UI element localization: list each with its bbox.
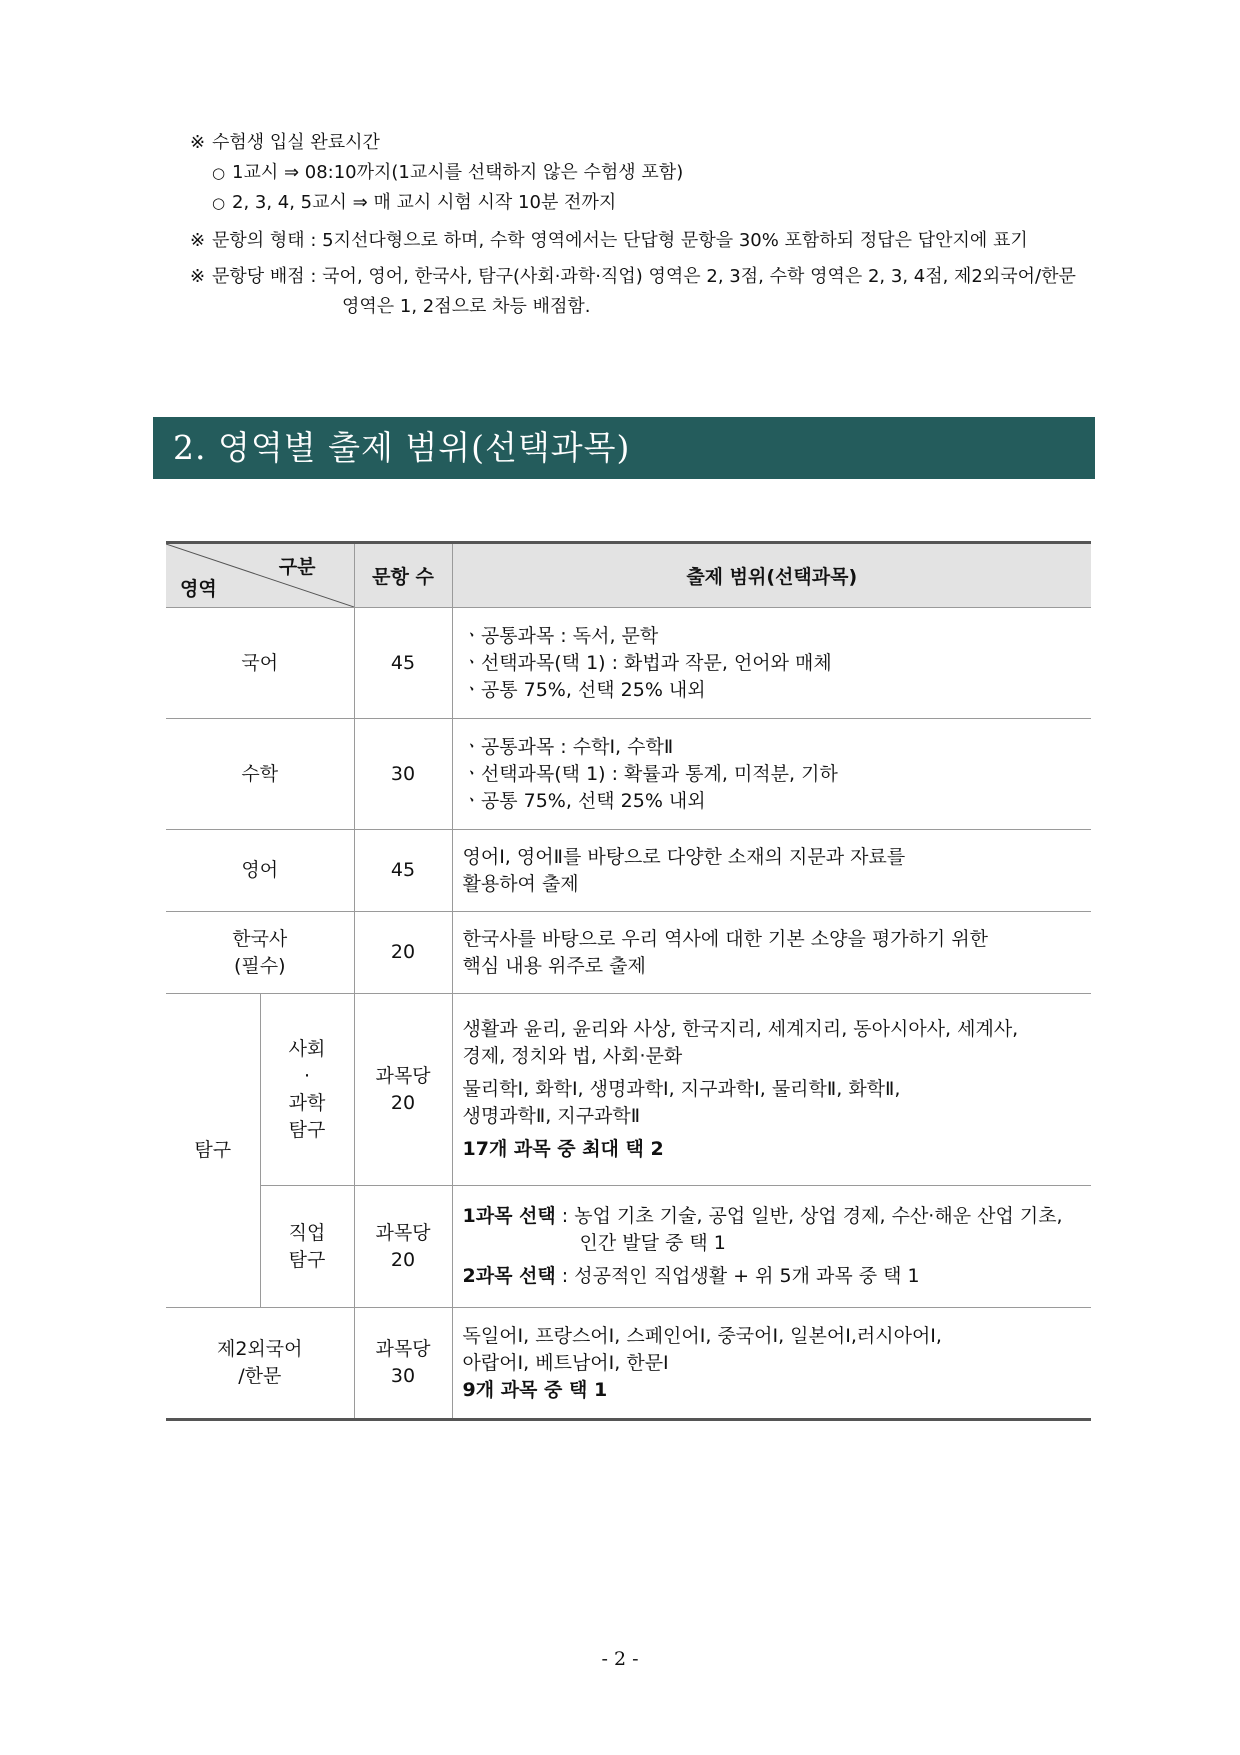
area-foreign: 제2외국어 /한문 (166, 1308, 354, 1420)
header-gubun: 구분 (278, 556, 316, 578)
page-number: - 2 - (601, 1648, 639, 1670)
area-history: 한국사 (필수) (166, 912, 354, 994)
table-row (166, 912, 1091, 994)
reference-mark: ※ (190, 132, 206, 153)
question-format-note: ※ 문항의 형태 : 5지선다형으로 하며, 수학 영역에서는 단답형 문항을 30% 포함하되 정답은 답안지에 표기 (190, 226, 1090, 256)
area-inquiry: 탐구 (166, 994, 260, 1308)
foreign-max: 9개 과목 중 택 1 (462, 1378, 608, 1401)
area-english: 영어 (166, 830, 354, 912)
exam-scope-table (166, 541, 1091, 1421)
scope-vocational: 1과목 선택 : 농업 기초 기술, 공업 일반, 상업 경제, 수산·해운 산업 기초, 인간 발달 중 택 1 2과목 선택 : 성공적인 직업생활 + 위 5개 과목 중 택 1 (452, 1186, 1091, 1308)
table-row (166, 1186, 1091, 1308)
table-row (166, 1308, 1091, 1420)
label-social-science: 사회 · 과학 탐구 (260, 994, 354, 1186)
one-subject-label: 1과목 선택 (462, 1205, 556, 1227)
header-question-count: 문항 수 (354, 543, 452, 608)
entry-time-note (190, 128, 1090, 158)
score-note: ※ 문항당 배점 : 국어, 영어, 한국사, 탐구(사회·과학·직업) 영역은 2, 3점, 수학 영역은 2, 3, 4점, 제2외국어/한문 영역은 1, 2점으로 차등 배점함. (190, 262, 1090, 322)
scope-math: ㆍ공통과목 : 수학Ⅰ, 수학Ⅱ ㆍ선택과목(택 1) : 확률과 통계, 미적분, 기하 ㆍ공통 75%, 선택 25% 내외 (452, 719, 1091, 830)
two-subject-label: 2과목 선택 (462, 1265, 556, 1287)
reference-mark: ※ (190, 230, 206, 251)
header-scope: 출제 범위(선택과목) (452, 543, 1091, 608)
table-row (166, 719, 1091, 830)
count-korean: 45 (354, 608, 452, 719)
table-row (166, 994, 1091, 1186)
scope-korean: ㆍ공통과목 : 독서, 문학 ㆍ선택과목(택 1) : 화법과 작문, 언어와 매체 ㆍ공통 75%, 선택 25% 내외 (452, 608, 1091, 719)
entry-time-item: ○ 2, 3, 4, 5교시 ⇒ 매 교시 시험 시작 10분 전까지 (190, 188, 1090, 218)
scope-social-science: 생활과 윤리, 윤리와 사상, 한국지리, 세계지리, 동아시아사, 세계사, 경제, 정치와 법, 사회·문화 물리학Ⅰ, 화학Ⅰ, 생명과학Ⅰ, 지구과학Ⅰ, 물리학Ⅱ, 화학Ⅱ, 생명과학Ⅱ, 지구과학Ⅱ 17개 과목 중 최대 택 2 (452, 994, 1091, 1186)
scope-foreign: 독일어Ⅰ, 프랑스어Ⅰ, 스페인어Ⅰ, 중국어Ⅰ, 일본어Ⅰ,러시아어Ⅰ, 아랍어Ⅰ, 베트남어Ⅰ, 한문Ⅰ 9개 과목 중 택 1 (452, 1308, 1091, 1420)
section-title: 2. 영역별 출제 범위(선택과목) (153, 417, 1095, 479)
table-row (166, 830, 1091, 912)
scope-english: 영어Ⅰ, 영어Ⅱ를 바탕으로 다양한 소재의 지문과 자료를 활용하여 출제 (452, 830, 1091, 912)
header-category-cell (166, 543, 354, 608)
circle-bullet-icon: ○ (212, 194, 226, 212)
header-area: 영역 (180, 578, 217, 600)
count-math: 30 (354, 719, 452, 830)
table-row (166, 608, 1091, 719)
exam-notes (190, 128, 1090, 322)
area-korean: 국어 (166, 608, 354, 719)
entry-time-title: 수험생 입실 완료시간 (212, 132, 380, 153)
count-foreign: 과목당 30 (354, 1308, 452, 1420)
area-math: 수학 (166, 719, 354, 830)
count-vocational: 과목당 20 (354, 1186, 452, 1308)
label-vocational: 직업 탐구 (260, 1186, 354, 1308)
entry-time-item: ○ 1교시 ⇒ 08:10까지(1교시를 선택하지 않은 수험생 포함) (190, 158, 1090, 188)
scope-history: 한국사를 바탕으로 우리 역사에 대한 기본 소양을 평가하기 위한 핵심 내용 위주로 출제 (452, 912, 1091, 994)
count-english: 45 (354, 830, 452, 912)
social-science-max: 17개 과목 중 최대 택 2 (462, 1138, 664, 1160)
table-header-row (166, 543, 1091, 608)
count-social-science: 과목당 20 (354, 994, 452, 1186)
count-history: 20 (354, 912, 452, 994)
circle-bullet-icon: ○ (212, 164, 226, 182)
reference-mark: ※ (190, 266, 206, 287)
